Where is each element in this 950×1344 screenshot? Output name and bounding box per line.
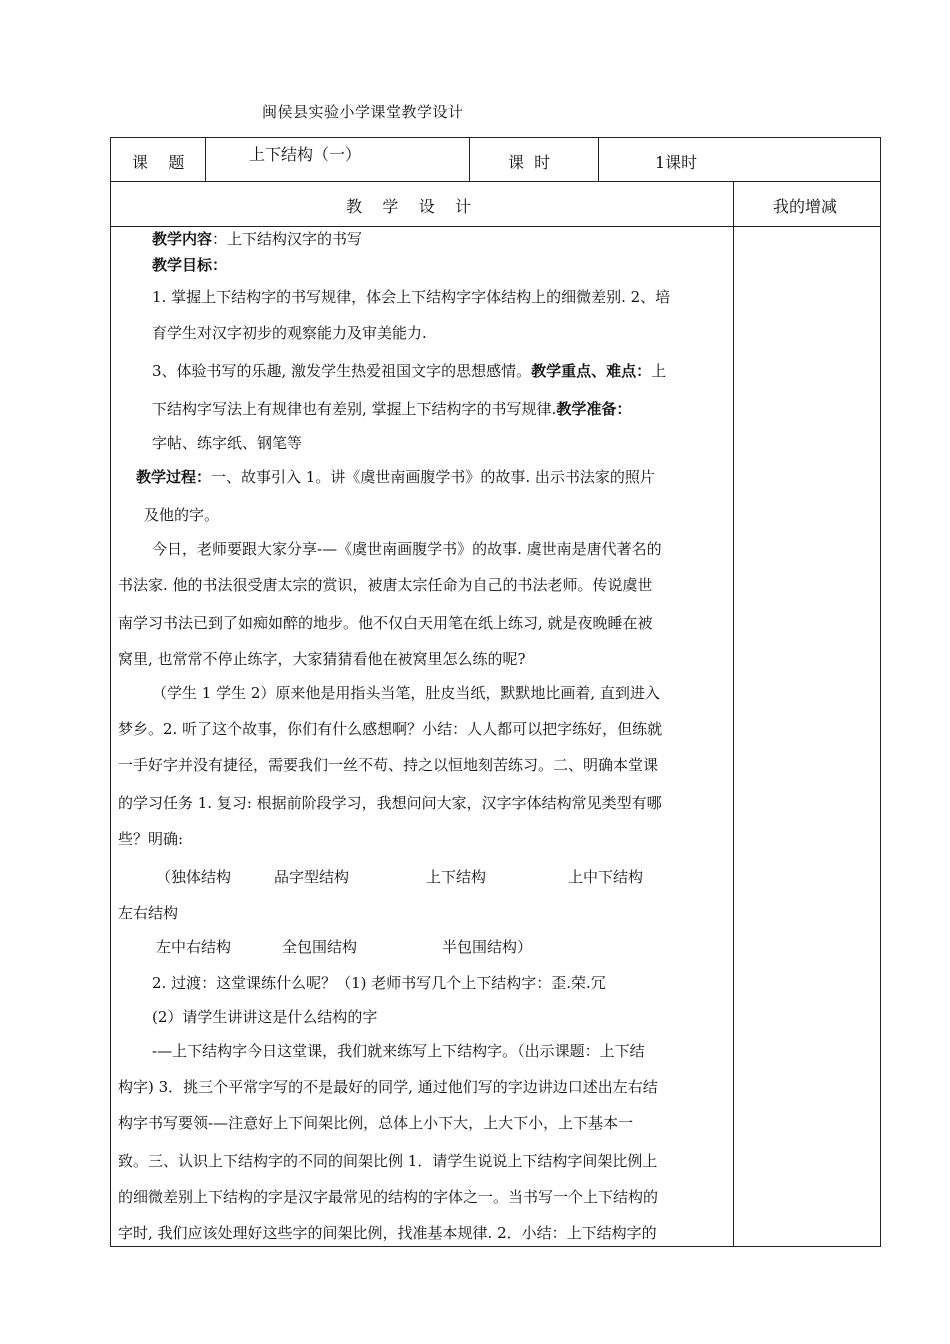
key-points-heading: 教学重点、难点： xyxy=(531,362,652,380)
table-col-divider xyxy=(205,137,206,181)
body-line xyxy=(152,360,666,381)
structure-type: 上中下结构 xyxy=(568,868,644,886)
body-text: 下结构字写法上有规律也有差别, 掌握上下结构字的书写规律. xyxy=(152,400,557,418)
content-line xyxy=(152,228,362,249)
objectives-heading xyxy=(152,254,227,275)
design-heading: 教 学 设 计 xyxy=(346,197,472,216)
body-line: 2. 过渡：这堂课练什么呢？（1) 老师书写几个上下结构字：歪.荣.冗 xyxy=(152,974,606,992)
table-col-divider xyxy=(733,181,734,1247)
body-text: 上 xyxy=(651,362,667,380)
body-line: 构字书写要领-—注意好上下间架比例，总体上小下大，上大下小，上下基本一 xyxy=(118,1114,634,1132)
process-heading: 教学过程： xyxy=(136,468,212,486)
body-line: 的细微差别上下结构的字是汉字最常见的结构的字体之一。当书写一个上下结构的 xyxy=(118,1188,659,1206)
body-line: 窝里, 也常常不停止练字，大家猜猜看他在被窝里怎么练的呢? xyxy=(118,650,526,668)
content-heading: 教学内容 xyxy=(152,230,213,248)
body-line: 1. 掌握上下结构字的书写规律，体会上下结构字字体结构上的细微差别. 2、培 xyxy=(152,288,671,306)
period-label: 课 时 xyxy=(508,153,551,172)
body-line: 些？明确: xyxy=(118,830,184,848)
body-text: 3、体验书写的乐趣, 激发学生热爱祖国文字的思想感情。 xyxy=(152,362,532,380)
preparation-heading: 教学准备： xyxy=(556,400,632,418)
body-line: 致。三、认识上下结构字的不同的间架比例 1．请学生说说上下结构字间架比例上 xyxy=(118,1152,658,1170)
table-row-divider xyxy=(110,226,881,227)
structure-type: 左中右结构 xyxy=(156,938,232,956)
document-title: 闽侯县实验小学课堂教学设计 xyxy=(262,103,464,121)
body-line: 梦乡。2. 听了这个故事，你们有什么感想啊？小结：人人都可以把字练好，但练就 xyxy=(118,720,663,738)
body-line: 书法家. 他的书法很受唐太宗的赏识，被唐太宗任命为自己的书法老师。传说虞世 xyxy=(118,576,653,594)
topic-value: 上下结构（一） xyxy=(249,145,362,164)
objectives-heading-text: 教学目标： xyxy=(152,256,228,274)
notes-heading: 我的增减 xyxy=(773,197,838,216)
body-line xyxy=(136,466,655,487)
body-line: 今日，老师要跟大家分享-—《虞世南画腹学书》的故事. 虞世南是唐代著名的 xyxy=(152,540,662,558)
table-col-divider xyxy=(469,137,470,181)
body-line: 构字) 3．挑三个平常字写的不是最好的同学, 通过他们写的字边讲边口述出左右结 xyxy=(118,1078,658,1096)
body-line: 字时, 我们应该处理好这些字的间架比例，找准基本规律. 2．小结：上下结构字的 xyxy=(118,1224,657,1242)
body-line: （学生 1 学生 2）原来他是用指头当笔，肚皮当纸，默默地比画着, 直到进入 xyxy=(152,684,660,702)
body-line xyxy=(152,398,631,419)
content-text: ：上下结构汉字的书写 xyxy=(212,230,363,248)
structure-type: （独体结构 xyxy=(156,868,232,886)
table-col-divider xyxy=(598,137,599,181)
topic-label: 课 题 xyxy=(132,153,185,172)
structure-type: 半包围结构） xyxy=(442,938,533,956)
structure-type: 上下结构 xyxy=(426,868,487,886)
structure-type: 左右结构 xyxy=(118,904,179,922)
body-line: 南学习书法已到了如痴如醉的地步。他不仅白天用笔在纸上练习, 就是夜晚睡在被 xyxy=(118,614,653,632)
body-line: 的学习任务 1. 复习: 根据前阶段学习，我想问问大家，汉字字体结构常见类型有哪 xyxy=(118,794,662,812)
body-line: 及他的字。 xyxy=(144,506,220,524)
structure-type: 品字型结构 xyxy=(274,868,350,886)
body-text: 一、故事引入 1。讲《虞世南画腹学书》的故事. 出示书法家的照片 xyxy=(211,468,655,486)
table-row-divider xyxy=(110,181,881,182)
body-line: 一手好字并没有捷径，需要我们一丝不苟、持之以恒地刻苦练习。二、明确本堂课 xyxy=(118,756,659,774)
body-line: (2）请学生讲讲这是什么结构的字 xyxy=(152,1008,378,1026)
body-line: 育学生对汉字初步的观察能力及审美能力. xyxy=(152,324,427,342)
body-line: 字帖、练字纸、钢笔等 xyxy=(152,434,303,452)
period-value: 1课时 xyxy=(655,153,698,172)
body-line: -—上下结构字今日这堂课，我们就来练写上下结构字。（出示课题：上下结 xyxy=(152,1042,645,1060)
structure-type: 全包围结构 xyxy=(282,938,358,956)
